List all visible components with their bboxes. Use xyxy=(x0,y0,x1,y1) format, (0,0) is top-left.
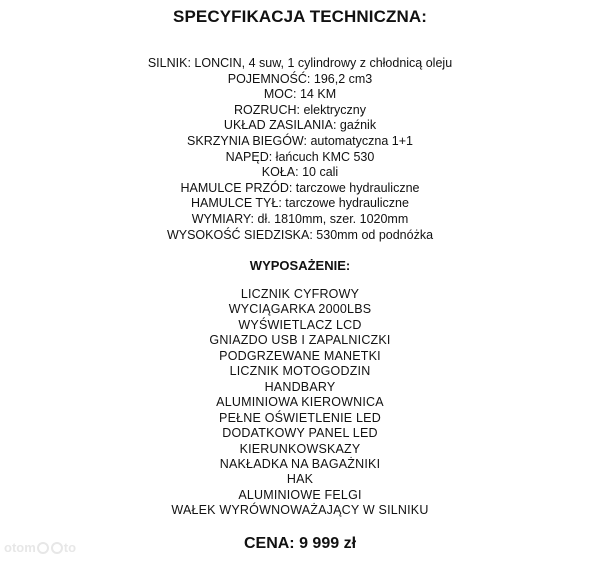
equipment-item: WAŁEK WYRÓWNOWAŻAJĄCY W SILNIKU xyxy=(171,503,429,518)
spec-item: WYMIARY: dł. 1810mm, szer. 1020mm xyxy=(191,211,409,226)
equipment-item: DODATKOWY PANEL LED xyxy=(222,426,378,441)
spec-item: SILNIK: LONCIN, 4 suw, 1 cylindrowy z chłodnicą oleju xyxy=(147,56,453,70)
watermark-ring-icon xyxy=(51,542,63,554)
spec-item: HAMULCE TYŁ: tarczowe hydrauliczne xyxy=(191,196,409,211)
spec-item: KOŁA: 10 cali xyxy=(261,165,339,180)
equipment-item: WYŚWIETLACZ LCD xyxy=(238,317,362,332)
equipment-item: HAK xyxy=(286,472,314,487)
equipment-item: PEŁNE OŚWIETLENIE LED xyxy=(219,410,381,425)
spec-item: MOC: 14 KM xyxy=(263,87,337,102)
equipment-item: HANDBARY xyxy=(264,379,336,394)
equipment-item: NAKŁADKA NA BAGAŻNIKI xyxy=(219,456,381,471)
equipment-list xyxy=(0,287,600,519)
equipment-item: LICZNIK MOTOGODZIN xyxy=(229,364,371,379)
equipment-item: GNIAZDO USB I ZAPALNICZKI xyxy=(209,333,391,348)
spec-item: WYSOKOŚĆ SIEDZISKA: 530mm od podnóżka xyxy=(166,227,434,242)
equipment-item: ALUMINIOWA KIEROWNICA xyxy=(216,395,384,410)
equipment-item: KIERUNKOWSKAZY xyxy=(239,441,361,456)
spec-list xyxy=(0,56,600,243)
equipment-item: LICZNIK CYFROWY xyxy=(240,287,360,301)
equipment-item: PODGRZEWANE MANETKI xyxy=(219,348,381,363)
spec-item: UKŁAD ZASILANIA: gaźnik xyxy=(223,118,377,133)
spec-item: SKRZYNIA BIEGÓW: automatyczna 1+1 xyxy=(187,133,413,148)
watermark-suffix: to xyxy=(63,540,77,555)
spec-item: POJEMNOŚĆ: 196,2 cm3 xyxy=(227,71,373,86)
equipment-title: WYPOSAŻENIE: xyxy=(249,258,351,273)
spec-item: HAMULCE PRZÓD: tarczowe hydrauliczne xyxy=(180,180,420,195)
watermark-prefix: otom xyxy=(4,540,36,555)
spec-item: NAPĘD: łańcuch KMC 530 xyxy=(225,149,375,164)
price-label: CENA: 9 999 zł xyxy=(243,535,357,552)
otomoto-watermark xyxy=(4,540,76,555)
spec-item: ROZRUCH: elektryczny xyxy=(234,102,366,117)
spec-title: SPECYFIKACJA TECHNICZNA: xyxy=(173,7,427,26)
equipment-item: WYCIĄGARKA 2000LBS xyxy=(228,302,372,317)
equipment-item: ALUMINIOWE FELGI xyxy=(238,487,362,502)
watermark-ring-icon xyxy=(37,542,49,554)
